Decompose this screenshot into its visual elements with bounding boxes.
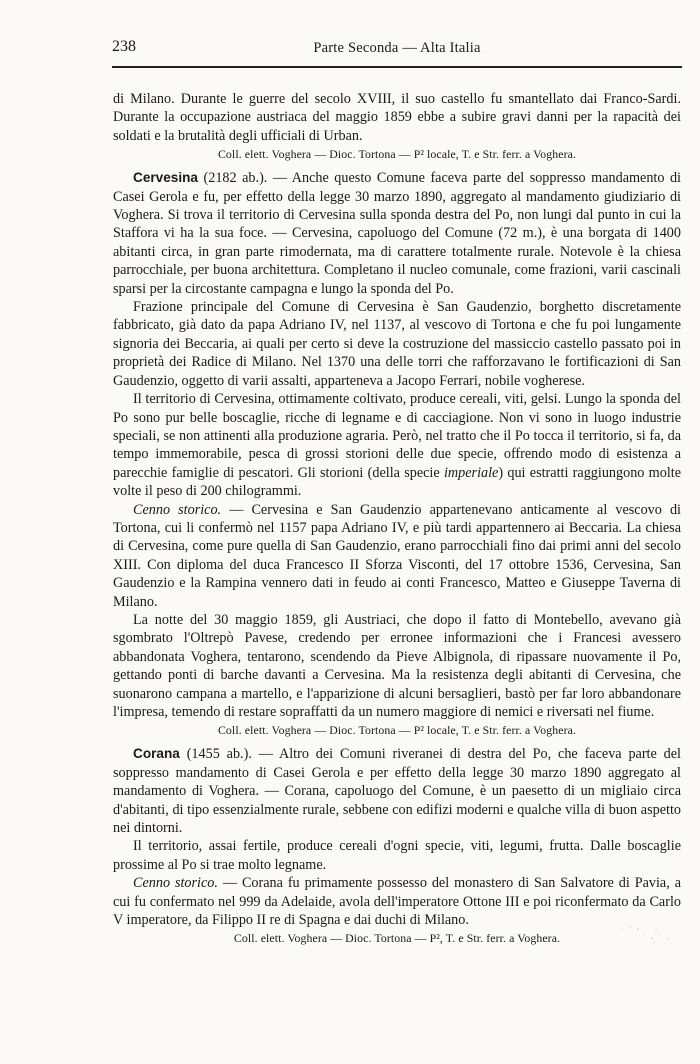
paragraph: La notte del 30 maggio 1859, gli Austriaci, che dopo il fatto di Montebello, avevano già sgombrato l'Oltrepò Pavese, credendo per erronee informazioni che i Francesi avessero abbandonata Voghera, tentarono, scendendo da Pieve Albignola, di ripassare nuovamente il Po, gettando ponti di barche davanti a Cervesina. Ma la resistenza degli abitanti di Cervesina, che suonarono campana a martello, e l'apparizione di alcuni bersaglieri, bastò per far loro abbandonare l'impresa, temendo di restare sopraffatti da un numero maggiore di nemici e riversati nel fiume. [113, 611, 681, 720]
entry-paragraph: Cervesina (2182 ab.). — Anche questo Comune faceva parte del soppresso mandamento di Casei Gerola e fu, per effetto della legge 30 marzo 1890, aggregato al mandamento giudiziario di Voghera. Si trova il territorio di Cervesina sulla sponda destra del Po, non lungi dal punto in cui la Staffora vi ha la sua foce. — Cervesina, capoluogo del Comune (72 m.), è una borgata di 1400 abitanti circa, in gran parte rimodernata, ma di carattere totalmente rurale. Notevole è la chiesa parrocchiale, per buona architettura. Completano il nucleo comunale, come frazioni, varii cascinali sparsi per la circostante campagna e lungo la sponda del Po. [113, 170, 681, 297]
history-paragraph: Cenno storico. — Cervesina e San Gaudenzio appartenevano anticamente al vescovo di Tortona, cui li confermò nel 1157 papa Adriano IV, e più tardi appartennero ai Beccaria. La chiesa di Cervesina, come pure quella di San Gaudenzio, erano parrocchiali fino dai primi anni del secolo XIII. Con diploma del duca Francesco II Sforza Visconti, del 17 ottobre 1536, Cervesina, San Gaudenzio e la Rampina vennero dati in feudo ai conti Francesco, Matteo e Giuseppe Taverna di Milano. [113, 501, 681, 610]
italic-term: imperiale [443, 464, 499, 481]
history-label: Cenno storico. [133, 501, 222, 518]
running-title: Parte Seconda — Alta Italia [313, 40, 481, 56]
entry-heading-cervesina: Cervesina [133, 170, 198, 186]
history-paragraph: Cenno storico. — Corana fu primamente possesso del monastero di San Salvatore di Pavia, a cui fu confermato nel 999 da Adelaide, avola dell'imperatore Ottone III e poi riconfermato da Carlo V imperatore, da Filippo II re di Spagna e dai duchi di Milano. [113, 875, 681, 929]
paragraph: Frazione principale del Comune di Cervesina è San Gaudenzio, borghetto discretamente fabbricato, già dato da papa Adriano IV, nel 1137, al vescovo di Tortona e che fu poi lungamente signoria dei Beccaria, ai quali per certo si deve la costruzione del massiccio castello passato poi in proprietà dei Radice di Milano. Nel 1370 una delle torri che rafforzavano le fortificazioni di San Gaudenzio, oggetto di varii assalti, apparteneva a Jacopo Ferrari, nobile vogherese. [113, 299, 681, 389]
header-rule [112, 66, 682, 68]
paragraph: Il territorio di Cervesina, ottimamente coltivato, produce cereali, viti, gelsi. Lungo la sponda del Po sono pur belle boscaglie, ricche di legname e di cacciagione. Non vi sono in luogo industrie speciali, se non attinenti alla produzione agraria. Però, nel tratto che il Po tocca il territorio, si fa, da tempo immemorabile, pesca di grossi storioni delle due specie, offrendo modo di esistenza a parecchie famiglie di pescatori. Gli storioni (della specie imperiale) qui estratti raggiungono molte volte il peso di 200 chilogrammi. [113, 391, 681, 500]
paragraph: Il territorio, assai fertile, produce cereali d'ogni specie, viti, legumi, frutta. Dalle boscaglie prossime al Po si trae molto legname. [113, 838, 681, 873]
reference-note: Coll. elett. Voghera — Dioc. Tortona — P², T. e Str. ferr. a Voghera. [233, 931, 561, 946]
page-body [113, 90, 681, 948]
page-header [112, 38, 682, 58]
page-number: 238 [112, 38, 136, 55]
reference-note: Coll. elett. Voghera — Dioc. Tortona — P² locale, T. e Str. ferr. a Voghera. [217, 723, 577, 738]
reference-note: Coll. elett. Voghera — Dioc. Tortona — P² locale, T. e Str. ferr. a Voghera. [217, 147, 577, 162]
entry-paragraph: Corana (1455 ab.). — Altro dei Comuni riveranei di destra del Po, che faceva parte del soppresso mandamento di Casei Gerola e per effetto della legge 30 marzo 1890 aggregato al mandamento di Voghera. — Corana, capoluogo del Comune, è un paesetto di un migliaio circa d'abitanti, di tipo essenzialmente rurale, sebbene con edifizi moderni e qualche villa di buon aspetto nei dintorni. [113, 746, 681, 837]
ink-smudge [618, 924, 676, 946]
continuation-paragraph: di Milano. Durante le guerre del secolo XVIII, il suo castello fu smantellato dai Franco-Sardi. Durante la occupazione austriaca del maggio 1859 ebbe a subire gravi danni per la rapacità dei soldati e la brutalità degli ufficiali di Urban. [113, 91, 681, 144]
history-label: Cenno storico. [133, 875, 218, 892]
entry-heading-corana: Corana [133, 746, 180, 762]
